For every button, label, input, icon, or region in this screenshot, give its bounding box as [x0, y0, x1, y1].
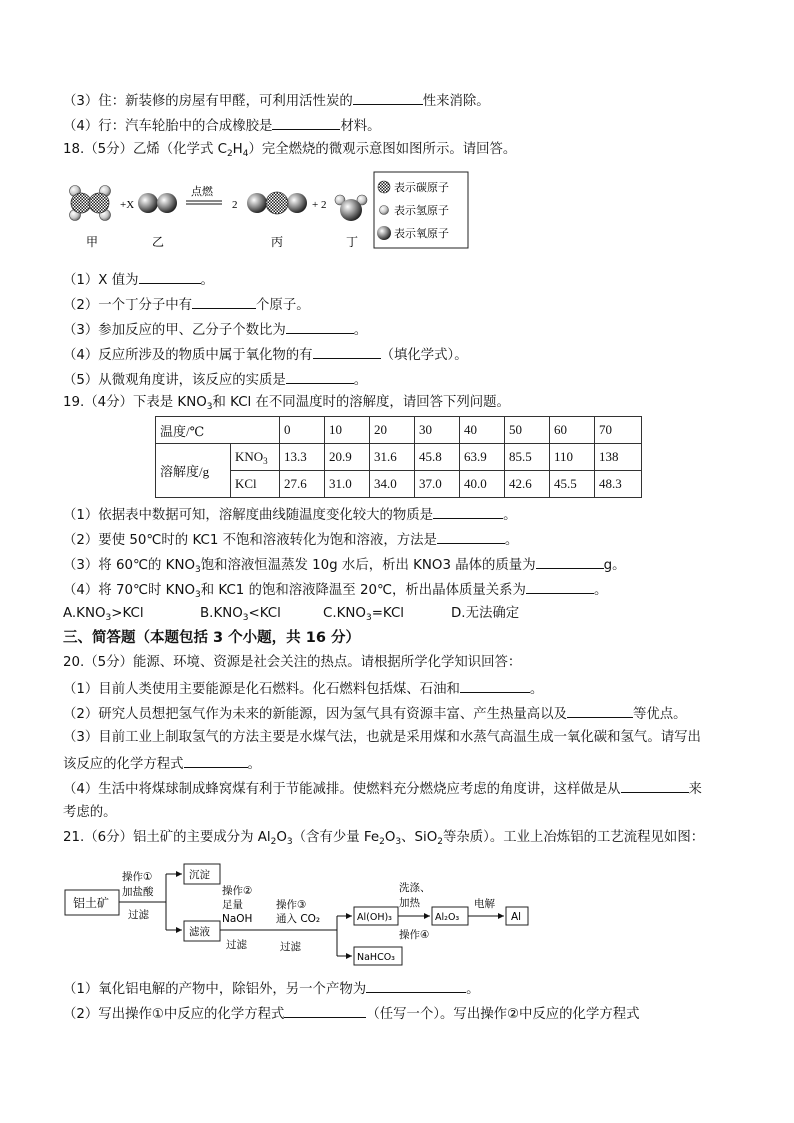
table-row: 温度/℃ 0 10 20 30 40 50 60 70 — [156, 417, 642, 444]
aluminum-process-flowchart — [62, 858, 542, 970]
ignite-label: 点燃 — [191, 185, 213, 198]
row-label-kcl: KCl — [231, 471, 280, 498]
answer-blank[interactable] — [192, 295, 256, 309]
q18-sub3: （3）参加反应的甲、乙分子个数比为 。 — [63, 320, 367, 340]
svg-text:操作③: 操作③ — [276, 899, 307, 911]
svg-text:沉淀: 沉淀 — [189, 869, 210, 881]
q18-sub2: （2）一个丁分子中有 个原子。 — [63, 295, 310, 315]
q18-sub4: （4）反应所涉及的物质中属于氧化物的有 （填化学式）。 — [63, 345, 468, 365]
molecular-combustion-diagram — [62, 170, 482, 254]
svg-text:通入 CO₂: 通入 CO₂ — [276, 913, 321, 925]
svg-text:加热: 加热 — [399, 897, 420, 909]
svg-text:表示碳原子: 表示碳原子 — [394, 181, 449, 194]
answer-blank[interactable] — [272, 116, 340, 130]
plus-x-label: +X — [120, 199, 135, 211]
svg-text:Al(OH)₃: Al(OH)₃ — [357, 912, 392, 923]
svg-text:加盐酸: 加盐酸 — [122, 886, 154, 898]
q19-sub4: （4）将 70℃时 $KNO_3$和 KC1 的饱和溶液降温至 20℃，析出晶体质量关系为 。 — [63, 580, 607, 600]
carbon-atom-icon — [378, 181, 390, 193]
svg-text:滤液: 滤液 — [189, 926, 210, 938]
oxygen-atom-icon — [377, 226, 391, 240]
option-a[interactable]: $A.KNO_3>KCl$ — [63, 606, 144, 623]
q20-sub1: （1）目前人类使用主要能源是化石燃料。化石燃料包括煤、石油和 。 — [63, 679, 543, 699]
table-row: KCl 27.6 31.0 34.0 37.0 40.0 42.6 45.5 48.3 — [156, 471, 642, 498]
label-jia: 甲 — [86, 235, 99, 249]
q20-sub2: （2）研究人员想把氢气作为未来的新能源，因为氢气具有资源丰富、产生热量高以及 等优点。 — [63, 704, 687, 724]
atom-legend — [374, 172, 468, 248]
label-bing: 丙 — [271, 235, 284, 249]
oxygen-molecule — [138, 193, 177, 213]
q17-item3: （3）住：新装修的房屋有甲醛，可利用活性炭的 性来消除。 — [63, 91, 490, 111]
option-b[interactable]: $B.KNO_3<KCl$ — [200, 606, 281, 623]
svg-text:铝土矿: 铝土矿 — [73, 896, 110, 910]
q17-item4: （4）行：汽车轮胎中的合成橡胶是 材料。 — [63, 116, 381, 136]
q18-sub5: （5）从微观角度讲，该反应的实质是 。 — [63, 370, 367, 390]
svg-text:洗涤、: 洗涤、 — [399, 882, 431, 894]
answer-blank[interactable] — [366, 979, 466, 993]
q21-stem: 21.（6分）铝土矿的主要成分为 $Al_2O_3$（含有少量 $Fe_2O_3$、SiO$_2$等杂质）。工业上冶炼铝的工艺流程见如图： — [63, 830, 705, 847]
answer-blank[interactable] — [437, 530, 505, 544]
svg-text:表示氢原子: 表示氢原子 — [394, 204, 449, 217]
svg-text:足量: 足量 — [222, 899, 243, 911]
q20-sub4-line2: 考虑的。 — [63, 805, 117, 820]
q19-sub1: （1）依据表中数据可知，溶解度曲线随温度变化较大的物质是 。 — [63, 505, 516, 525]
answer-blank[interactable] — [286, 320, 354, 334]
q20-sub4-line1: （4）生活中将煤球制成蜂窝煤有利于节能减排。使燃料充分燃烧应考虑的角度讲，这样做是从 来 — [63, 779, 702, 799]
q21-sub2: （2）写出操作①中反应的化学方程式 （任写一个）。写出操作②中反应的化学方程式 — [63, 1004, 640, 1024]
table-header-solubility: 溶解度/g — [156, 444, 231, 498]
label-ding: 丁 — [346, 235, 359, 249]
svg-text:操作④: 操作④ — [399, 929, 430, 941]
svg-text:电解: 电解 — [474, 898, 495, 910]
answer-blank[interactable] — [433, 505, 503, 519]
answer-blank[interactable] — [139, 270, 201, 284]
plus-2-label: + 2 — [312, 199, 327, 211]
answer-blank[interactable] — [526, 580, 594, 594]
answer-blank[interactable] — [621, 779, 689, 793]
answer-blank[interactable] — [460, 679, 530, 693]
answer-blank[interactable] — [313, 345, 381, 359]
svg-text:Al: Al — [511, 911, 522, 923]
q18-stem: 18.（5分）乙烯（化学式 $C_2H_4$）完全燃烧的微观示意图如图所示。请回答。 — [63, 142, 517, 159]
solubility-table — [155, 416, 642, 498]
option-d[interactable]: D.无法确定 — [451, 606, 520, 621]
q21-sub1: （1）氧化铝电解的产物中，除铝外，另一个产物为 。 — [63, 979, 480, 999]
coefficient-2: 2 — [232, 199, 238, 211]
q20-sub3-line2: 该反应的化学方程式 。 — [63, 754, 261, 774]
answer-blank[interactable] — [286, 370, 354, 384]
answer-blank[interactable] — [567, 704, 633, 718]
q19-sub3: （3）将 60℃的 $KNO_3$饱和溶液恒温蒸发 10g 水后，析出 KNO3 晶体的质量为 g。 — [63, 555, 625, 575]
svg-text:过滤: 过滤 — [280, 941, 301, 953]
table-header-temp: 温度/℃ — [156, 417, 280, 444]
q18-sub1: （1）X 值为 。 — [63, 270, 214, 290]
svg-text:NaHCO₃: NaHCO₃ — [357, 952, 395, 963]
svg-text:Al₂O₃: Al₂O₃ — [435, 912, 460, 923]
row-label-kno3: $KNO_3$ — [231, 444, 280, 471]
ethylene-molecule — [70, 186, 111, 221]
svg-text:表示氧原子: 表示氧原子 — [394, 227, 449, 240]
table-row: 溶解度/g $KNO_3$ 13.3 20.9 31.6 45.8 63.9 85.5 110 138 — [156, 444, 642, 471]
q19-stem: 19.（4分）下表是 $KNO_3$和 KCl 在不同温度时的溶解度，请回答下列问题。 — [63, 395, 510, 412]
carbon-dioxide-molecule — [247, 192, 307, 214]
q20-sub3-line1: （3）目前工业上制取氢气的方法主要是水煤气法，也就是采用煤和水蒸气高温生成一氧化碳和氢气。请写出 — [63, 730, 701, 745]
answer-blank[interactable] — [536, 555, 604, 569]
answer-blank[interactable] — [284, 1004, 366, 1018]
svg-text:过滤: 过滤 — [128, 909, 149, 921]
option-c[interactable]: $C.KNO_3=KCl$ — [323, 606, 405, 623]
svg-text:NaOH: NaOH — [222, 913, 253, 925]
svg-text:操作②: 操作② — [222, 885, 253, 897]
q20-stem: 20.（5分）能源、环境、资源是社会关注的热点。请根据所学化学知识回答： — [63, 655, 522, 670]
label-yi: 乙 — [152, 235, 165, 249]
hydrogen-atom-icon — [380, 206, 389, 215]
answer-blank[interactable] — [353, 91, 423, 105]
water-molecule — [335, 195, 367, 221]
svg-text:操作①: 操作① — [122, 871, 153, 883]
q19-sub2: （2）要使 50℃时的 KC1 不饱和溶液转化为饱和溶液，方法是 。 — [63, 530, 518, 550]
answer-blank[interactable] — [184, 754, 248, 768]
section-heading: 三、简答题（本题包括 3 个小题，共 16 分） — [63, 630, 360, 646]
svg-text:过滤: 过滤 — [226, 939, 247, 951]
